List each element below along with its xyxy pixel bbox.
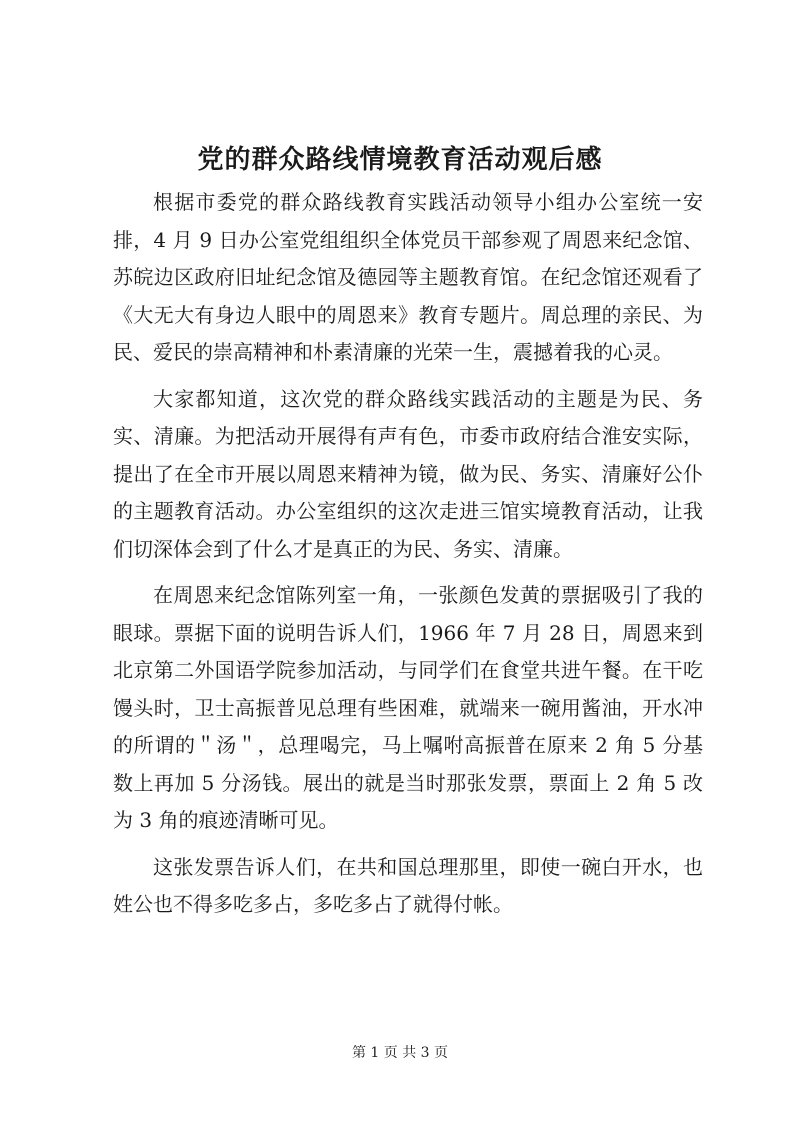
- paragraph-1: 根据市委党的群众路线教育实践活动领导小组办公室统一安排，4 月 9 日办公室党组组织全体党员干部参观了周恩来纪念馆、苏皖边区政府旧址纪念馆及德园等主题教育馆。在纪念馆还观看了《大无大有身边人眼中的周恩来》教育专题片。周总理的亲民、为民、爱民的崇高精神和朴素清廉的光荣一生，震撼着我的心灵。: [113, 190, 703, 364]
- document-body: [113, 184, 703, 933]
- paragraph-2: 大家都知道，这次党的群众路线实践活动的主题是为民、务实、清廉。为把活动开展得有声有色，市委市政府结合淮安实际，提出了在全市开展以周恩来精神为镜，做为民、务实、清廉好公仆的主题教育活动。办公室组织的这次走进三馆实境教育活动，让我们切深体会到了什么才是真正的为民、务实、清廉。: [113, 386, 703, 561]
- page-footer: 第 1 页 共 3 页: [351, 1045, 449, 1061]
- document-title: 党的群众路线情境教育活动观后感: [197, 145, 603, 175]
- paragraph-4: 这张发票告诉人们，在共和国总理那里，即使一碗白开水，也姓公也不得多吃多占，多吃多占了就得付帐。: [113, 854, 703, 916]
- paragraph-3: 在周恩来纪念馆陈列室一角，一张颜色发黄的票据吸引了我的眼球。票据下面的说明告诉人们，1966 年 7 月 28 日，周恩来到北京第二外国语学院参加活动，与同学们在食堂共进午餐。在干吃馒头时，卫士高振普见总理有些困难，就端来一碗用酱油，开水冲的所谓的＂汤＂，总理喝完，马上嘱咐高振普在原来 2 角 5 分基数上再加 5 分汤钱。展出的就是当时那张发票，票面上 2 角 5 改为 3 角的痕迹清晰可见。: [113, 583, 703, 832]
